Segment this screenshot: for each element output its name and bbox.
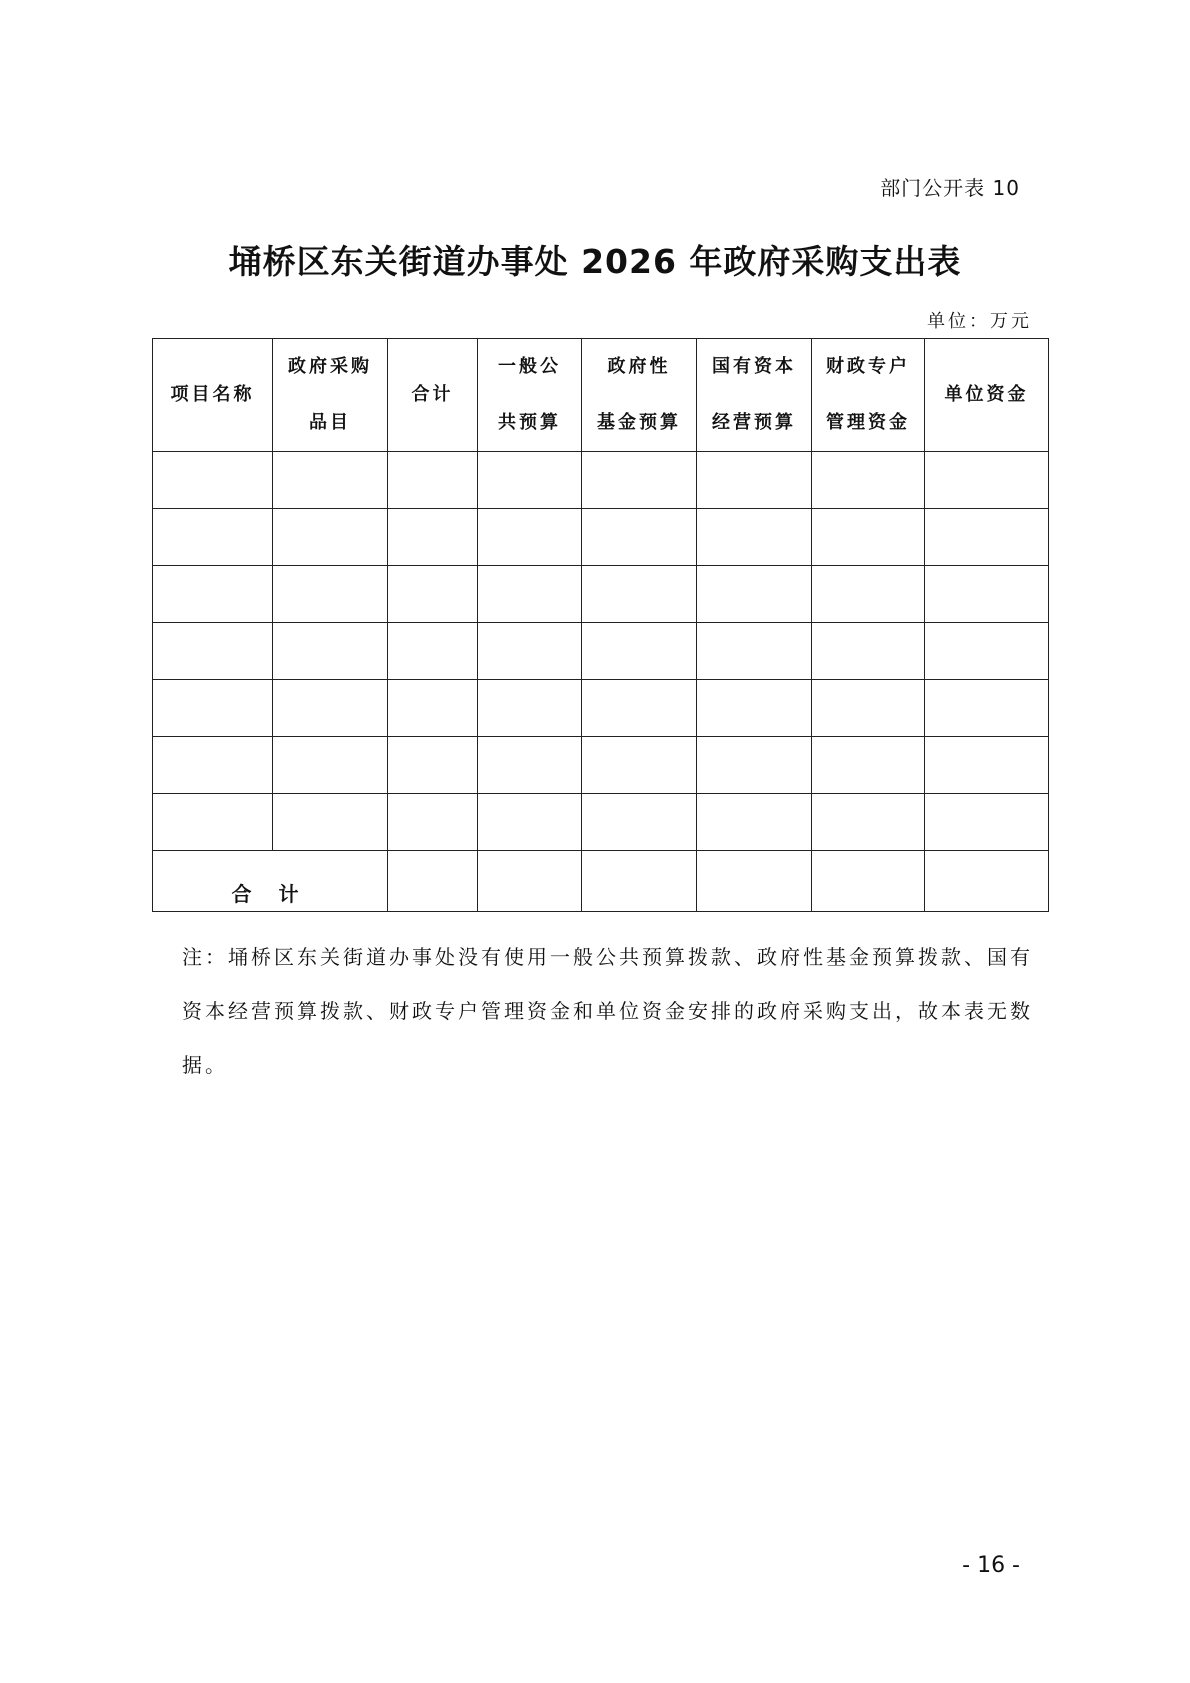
table-row [153,623,1049,680]
table-cell [925,452,1049,509]
table-cell [697,737,812,794]
table-cell [812,623,925,680]
table-cell [388,452,478,509]
table-cell [812,680,925,737]
table-row [153,737,1049,794]
table-cell [697,509,812,566]
document-label: 部门公开表 10 [880,176,1020,200]
table-cell [925,623,1049,680]
header-general-public-budget: 一般公 共预算 [478,339,582,452]
table-cell [582,680,697,737]
table-cell [697,623,812,680]
table-cell [273,737,388,794]
table-cell [812,509,925,566]
table-cell [812,794,925,851]
table-cell [478,452,582,509]
procurement-table [152,338,1049,912]
header-state-capital-budget: 国有资本 经营预算 [697,339,812,452]
table-cell [388,680,478,737]
table-cell [925,566,1049,623]
table-cell [925,509,1049,566]
table-row [153,794,1049,851]
table-row [153,566,1049,623]
table-cell [153,509,273,566]
table-cell [582,623,697,680]
header-unit-funds: 单位资金 [925,339,1049,452]
table-cell [153,794,273,851]
table-cell [812,452,925,509]
table-cell [582,794,697,851]
document-title: 埇桥区东关街道办事处 2026 年政府采购支出表 [228,242,962,281]
table-cell [388,623,478,680]
table-cell [273,452,388,509]
table-cell [697,794,812,851]
table-cell [812,737,925,794]
table-row [153,680,1049,737]
table-cell [925,851,1049,912]
table-cell [388,509,478,566]
table-cell [582,851,697,912]
header-government-fund-budget: 政府性 基金预算 [582,339,697,452]
table-row [153,452,1049,509]
table-cell [925,680,1049,737]
table-cell [697,452,812,509]
table-cell [153,680,273,737]
table-cell [153,737,273,794]
table-cell [812,851,925,912]
table-cell [478,509,582,566]
table-cell [478,623,582,680]
table-body [153,452,1049,851]
unit-label: 单位：万元 [927,311,1032,332]
header-total: 合计 [388,339,478,452]
table-cell [153,452,273,509]
table-cell [925,794,1049,851]
table-cell [388,737,478,794]
table-cell [697,851,812,912]
table-cell [273,794,388,851]
table-cell [478,794,582,851]
header-row [153,339,1049,452]
table-cell [582,737,697,794]
table-cell [388,566,478,623]
table-cell [582,566,697,623]
table-row [153,509,1049,566]
table-cell [153,566,273,623]
table-cell [697,566,812,623]
table-cell [582,509,697,566]
table-cell [273,623,388,680]
table-cell [478,851,582,912]
table-cell [697,680,812,737]
header-procurement-category: 政府采购 品目 [273,339,388,452]
table-cell [273,680,388,737]
total-label: 合 计 [153,851,388,912]
table-cell [388,851,478,912]
table-cell [582,452,697,509]
header-fiscal-account-funds: 财政专户 管理资金 [812,339,925,452]
footnote: 注：埇桥区东关街道办事处没有使用一般公共预算拨款、政府性基金预算拨款、国有资本经营预算拨款、财政专户管理资金和单位资金安排的政府采购支出，故本表无数据。 [182,945,1033,1077]
table-cell [478,680,582,737]
total-row [153,851,1049,912]
table-cell [478,566,582,623]
table-cell [273,566,388,623]
table-cell [925,737,1049,794]
table-cell [153,623,273,680]
header-project-name: 项目名称 [153,339,273,452]
page-number: - 16 - [962,1553,1020,1578]
table-cell [273,509,388,566]
table-cell [388,794,478,851]
table-cell [812,566,925,623]
table-cell [478,737,582,794]
